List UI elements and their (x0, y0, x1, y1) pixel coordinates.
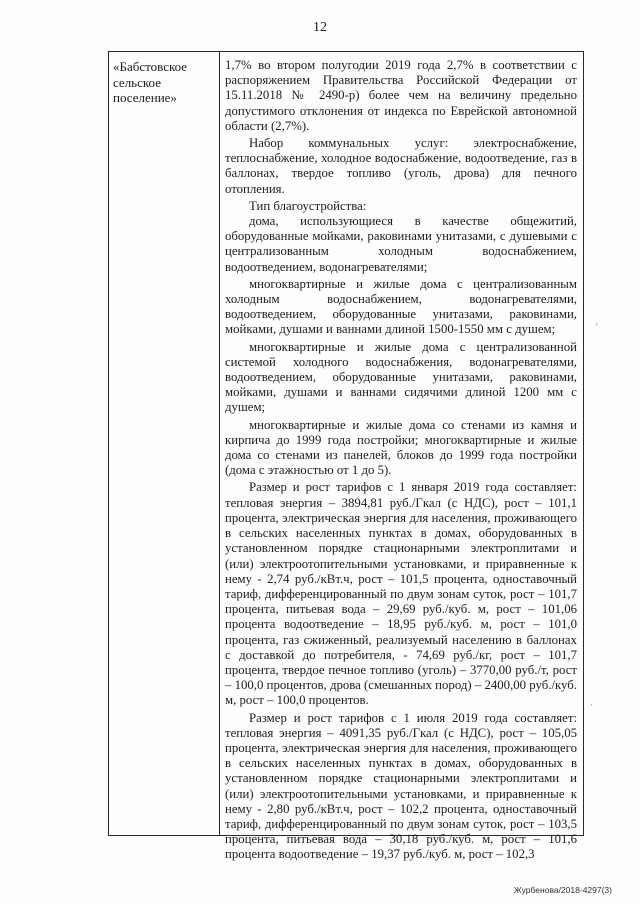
tariff-description-cell (225, 58, 577, 863)
paragraph-utility-set: Набор коммунальных услуг: электроснабжение, теплоснабжение, холодное водоснабжение, водоотведение, газ в баллонах, твердое топливо (уголь, дрова) для печного отопления. (225, 136, 577, 196)
paragraph-amenity-centralized: многоквартирные и жилые дома с централизованным холодным водоснабжением, водонагревателями, водоотведением, оборудованные унитазами, раковинами, мойками, душами и ваннами длиной 1500-1550 мм с душем; (225, 276, 577, 337)
paragraph-amenity-sitting-baths: многоквартирные и жилые дома с централизованной системой холодного водоснабжения, водонагревателями, водоотведением, оборудованные унитазами, раковинами, мойками, душами и ваннами сидячими длиной 1200 мм с душем; (225, 339, 577, 415)
document-table (108, 51, 584, 862)
document-footer: Журбенова/2018-4297(3) (513, 885, 612, 895)
paragraph-amenity-dormitories: дома, использующиеся в качестве общежитий, оборудованные мойками, раковинами унитазами, с душевыми с централизованным холодным водоснабжением, водоотведением, водонагревателями; (225, 214, 577, 274)
paragraph-index-deviation: 1,7% во втором полугодии 2019 года 2,7% в соответствии с распоряжением Правительства Российской Федерации от 15.11.2018 № 2490-р) более чем на величину предельно допустимого отклонения от индекса по Еврейской автономной области (2,7%). (225, 58, 577, 133)
paragraph-amenity-stone-panel: многоквартирные и жилые дома со стенами из камня и кирпича до 1999 года постройки; многоквартирные и жилые дома со стенами из панелей, блоков до 1999 года постройки (дома с этажностью от 1 до 5). (225, 417, 577, 478)
page-number: 12 (313, 20, 327, 35)
paragraph-tariffs-july: Размер и рост тарифов с 1 июля 2019 года составляет: тепловая энергия – 4091,35 руб./Гкал (с НДС), рост – 105,05 процента, электрическая энергия для населения, проживающего в сельских населенных пунктах в домах, оборудованных в установленном порядке стационарными электроплитами и (или) электроотопительными установками, и приравненные к нему - 2,80 руб./кВт.ч, рост – 102,2 процента, одноставочный тариф, дифференцированный по двум зонам суток, рост – 103,5 процента, питьевая вода – 30,18 руб./куб. м, рост – 101,6 процента водоотведение – 19,37 руб./куб. м, рост – 102,3 (225, 710, 577, 862)
paragraph-tariffs-january: Размер и рост тарифов с 1 января 2019 года составляет: тепловая энергия – 3894,81 руб./Гкал (с НДС), рост – 101,1 процента, электрическая энергия для населения, проживающего в сельских населенных пунктах в домах, оборудованных в установленном порядке стационарными электроплитами и (или) электроотопительными установками, и приравненные к нему - 2,74 руб./кВт.ч, рост – 101,5 процента, одноставочный тариф, дифференцированный по двум зонам суток, рост – 101,7 процента, питьевая вода – 29,69 руб./куб. м, рост – 101,06 процента водоотведение – 18,95 руб./куб. м, рост – 101,0 процента, газ сжиженный, реализуемый населению в баллонах с доставкой до потребителя, - 74,69 руб./кг, рост – 101,7 процента, твердое печное топливо (уголь) – 3770,00 руб./т, рост – 100,0 процентов, дрова (смешанных пород) – 2400,00 руб./куб. м, рост – 100,0 процентов. (225, 480, 577, 708)
scan-mark: · (590, 700, 593, 710)
paragraph-amenity-type-heading: Тип благоустройства: (249, 198, 367, 213)
column-divider (219, 52, 220, 835)
settlement-name-cell: «Бабстовское сельское поселение» (113, 59, 188, 105)
scan-mark: ' (596, 322, 598, 332)
